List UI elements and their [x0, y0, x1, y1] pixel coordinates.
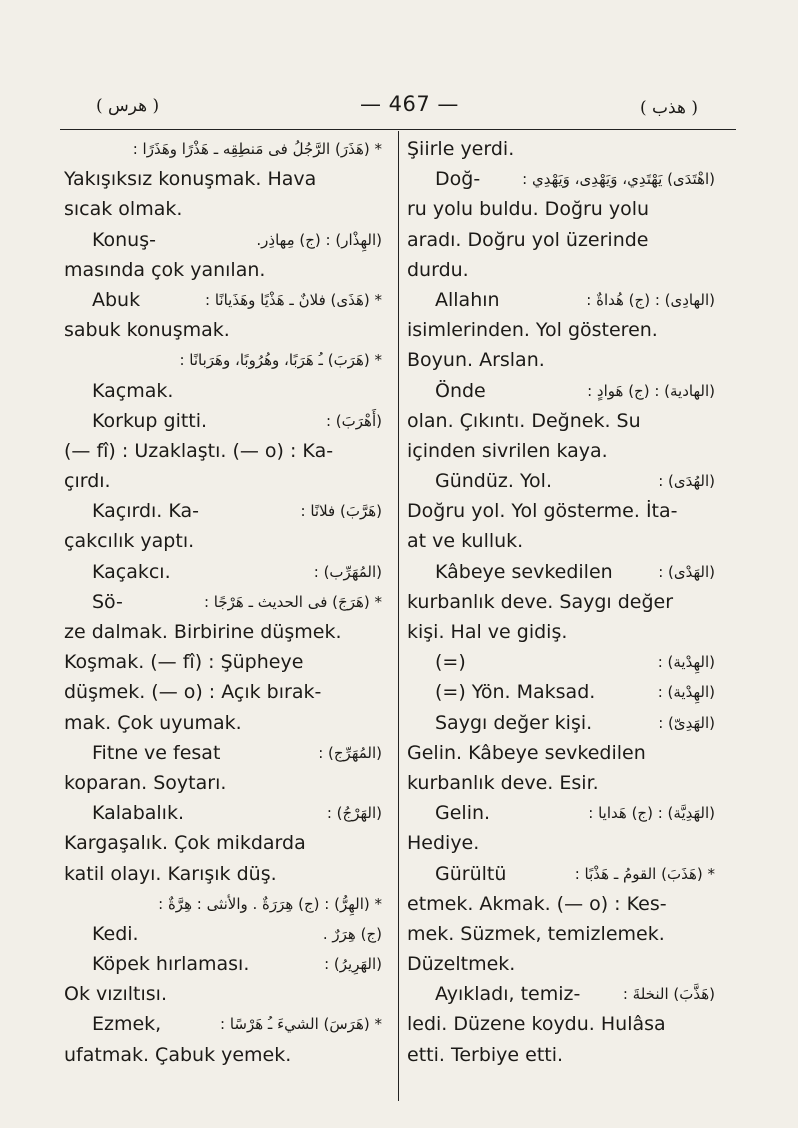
- header-left-entry: ( هرس ): [96, 96, 160, 116]
- entry-text: isimlerinden. Yol gösteren.: [407, 319, 658, 342]
- arabic-headword: (الهادية) : (ج) هَوادٍ :: [587, 381, 715, 400]
- entry-text: Ayıkladı, temiz-: [435, 983, 581, 1006]
- entry-text: Yakışıksız konuşmak. Hava: [64, 168, 317, 191]
- entry-text: Saygı değer kişi.: [435, 711, 593, 734]
- entry-text: Kedi.: [92, 922, 139, 945]
- arabic-headword: * (هَرَبَ) ـُ هَرَبًا، وهُرُوبًا، وهَرَبانًا :: [179, 351, 382, 370]
- entry-text: Hediye.: [407, 832, 480, 855]
- arabic-headword: (الهَرِيرُ) :: [324, 955, 382, 974]
- entry-text: kurbanlık deve. Esir.: [407, 771, 599, 794]
- entry-text: ledi. Düzene koydu. Hulâsa: [407, 1013, 666, 1036]
- entry-line: [64, 798, 382, 828]
- entry-line: [64, 949, 382, 979]
- entry-text: masında çok yanılan.: [64, 258, 266, 281]
- entry-line: [407, 738, 715, 768]
- arabic-headword: * (الهِرُّ) : (ج) هِرَرَةٌ . والأنثى : هِرَّةٌ :: [158, 894, 382, 913]
- entry-text: at ve kulluk.: [407, 530, 524, 553]
- entry-line: [64, 647, 376, 677]
- entry-text: Gürültü: [435, 862, 507, 885]
- entry-line: [64, 164, 376, 194]
- entry-text: içinden sivrilen kaya.: [407, 439, 608, 462]
- entry-text: Doğru yol. Yol gösterme. İta-: [407, 500, 678, 523]
- entry-line: [64, 345, 382, 375]
- entry-text: Gelin. Kâbeye sevkedilen: [407, 741, 646, 764]
- entry-text: Önde: [435, 379, 486, 402]
- entry-text: Ezmek,: [92, 1013, 162, 1036]
- arabic-headword: (الهَدْى) :: [658, 562, 715, 581]
- entry-text: Şiirle yerdi.: [407, 138, 515, 160]
- entry-text: koparan. Soytarı.: [64, 771, 227, 794]
- entry-text: Gündüz. Yol.: [435, 470, 552, 493]
- arabic-headword: * (هَذَبَ) القومُ ـ هَذْبًا :: [574, 864, 715, 883]
- entry-text: (=): [435, 651, 466, 674]
- entry-text: düşmek. (— o) : Açık bırak-: [64, 681, 322, 704]
- arabic-headword: (اهْتَدَى) يَهْتَدِي، وَيَهْدِى، وَيَهْدِي :: [522, 170, 715, 189]
- entry-text: sıcak olmak.: [64, 198, 183, 221]
- entry-line: [407, 194, 715, 224]
- entry-text: aradı. Doğru yol üzerinde: [407, 228, 649, 251]
- entry-line: [407, 496, 715, 526]
- arabic-headword: (هَذَّبَ) النخلةَ :: [622, 985, 715, 1004]
- entry-text: mak. Çok uyumak.: [64, 711, 242, 734]
- entry-text: Sö-: [92, 590, 123, 613]
- page-header: [60, 92, 740, 122]
- entry-line: [64, 315, 376, 345]
- entry-text: kurbanlık deve. Saygı değer: [407, 590, 674, 613]
- entry-line: [407, 859, 715, 889]
- entry-line: [64, 919, 382, 949]
- arabic-headword: (الهادِى) : (ج) هُداةٌ :: [586, 290, 715, 309]
- header-right-entry: ( هذب ): [640, 98, 698, 118]
- entry-line: [407, 677, 715, 707]
- arabic-headword: (المُهَرِّج) :: [318, 743, 382, 762]
- entry-line: [407, 406, 715, 436]
- entry-line: [64, 526, 376, 556]
- entry-line: [64, 587, 382, 617]
- entry-line: [407, 617, 715, 647]
- arabic-headword: (أَهْرَبَ) :: [325, 411, 382, 430]
- entry-text: çırdı.: [64, 470, 111, 493]
- entry-line: [64, 225, 382, 255]
- entry-text: Allahın: [435, 288, 500, 311]
- entry-line: [64, 194, 376, 224]
- header-rule: [60, 129, 736, 130]
- arabic-headword: (الهَدِىّ) :: [658, 713, 715, 732]
- entry-text: (— fî) : Uzaklaştı. (— o) : Ka-: [64, 439, 334, 462]
- entry-text: çakcılık yaptı.: [64, 530, 195, 553]
- entry-line: [407, 134, 715, 164]
- page-number: — 467 —: [360, 92, 459, 116]
- entry-line: [407, 345, 715, 375]
- entry-line: [64, 255, 376, 285]
- entry-line: [407, 436, 715, 466]
- entry-text: etmek. Akmak. (— o) : Kes-: [407, 892, 667, 915]
- entry-line: [407, 255, 715, 285]
- left-column: [64, 134, 382, 1070]
- entry-line: [64, 466, 376, 496]
- arabic-headword: (ج) هِرَرٌ .: [322, 924, 382, 943]
- entry-text: durdu.: [407, 258, 469, 281]
- entry-text: Kâbeye sevkedilen: [435, 560, 613, 583]
- entry-line: [64, 677, 376, 707]
- entry-text: mek. Süzmek, temizlemek.: [407, 922, 665, 945]
- entry-line: [64, 889, 382, 919]
- entry-text: kişi. Hal ve gidiş.: [407, 621, 568, 643]
- entry-line: [64, 436, 376, 466]
- entry-line: [407, 708, 715, 738]
- entry-text: Kargaşalık. Çok mikdarda: [64, 832, 306, 855]
- entry-line: [64, 496, 382, 526]
- entry-line: [64, 828, 376, 858]
- entry-line: [407, 1040, 715, 1070]
- entry-text: Düzeltmek.: [407, 953, 516, 976]
- entry-line: [407, 376, 715, 406]
- arabic-headword: * (هَرَجَ) فى الحديث ـ هَرْجًا :: [203, 592, 382, 611]
- entry-text: Ok vızıltısı.: [64, 983, 167, 1006]
- entry-line: [407, 587, 715, 617]
- arabic-headword: (المُهَرِّب) :: [313, 562, 382, 581]
- column-divider: [398, 131, 399, 1101]
- entry-line: [407, 889, 715, 919]
- entry-text: Köpek hırlaması.: [92, 953, 250, 976]
- entry-text: ufatmak. Çabuk yemek.: [64, 1043, 292, 1066]
- entry-line: [64, 1009, 382, 1039]
- entry-text: Korkup gitti.: [92, 409, 208, 432]
- entry-line: [407, 285, 715, 315]
- arabic-headword: * (هَذَى) فلانٌ ـ هَذْيًا وهَذَيانًا :: [205, 290, 382, 309]
- entry-line: [407, 949, 715, 979]
- arabic-headword: (هَرَّبَ) فلانًا :: [300, 502, 382, 521]
- entry-text: Abuk: [92, 288, 141, 311]
- entry-line: [64, 768, 376, 798]
- arabic-headword: * (هَرَسَ) الشيءَ ـُ هَرْسًا :: [220, 1015, 382, 1034]
- arabic-headword: (الهِذْار) : (ج) مِهاذِر.: [256, 230, 382, 249]
- entry-line: [64, 376, 376, 406]
- entry-line: [407, 466, 715, 496]
- entry-text: Gelin.: [435, 802, 491, 825]
- entry-line: [64, 708, 376, 738]
- entry-text: katil olayı. Karışık düş.: [64, 862, 277, 885]
- entry-text: ze dalmak. Birbirine düşmek.: [64, 621, 342, 643]
- right-column: [407, 134, 715, 1070]
- entry-line: [64, 979, 376, 1009]
- arabic-headword: * (هَذَرَ) الرَّجُلُ فى مَنطِقِه ـ هَذْرًا وهَذَرًا :: [132, 140, 382, 158]
- entry-text: Doğ-: [435, 168, 481, 191]
- entry-text: olan. Çıkıntı. Değnek. Su: [407, 409, 641, 432]
- entry-text: Kaçakcı.: [92, 560, 171, 583]
- entry-line: [407, 1009, 715, 1039]
- arabic-headword: (الهَرْجُ) :: [326, 804, 382, 823]
- entry-line: [407, 315, 715, 345]
- entry-line: [64, 617, 376, 647]
- entry-line: [407, 798, 715, 828]
- entry-line: [64, 406, 382, 436]
- entry-text: Konuş-: [92, 228, 156, 251]
- arabic-headword: (الهِدْية) :: [657, 683, 715, 702]
- arabic-headword: (الهُدَى) :: [658, 472, 715, 491]
- entry-text: Kaçmak.: [92, 379, 174, 402]
- entry-line: [407, 979, 715, 1009]
- entry-line: [407, 647, 715, 677]
- entry-line: [407, 164, 715, 194]
- arabic-headword: (الهِدْية) :: [657, 653, 715, 672]
- entry-line: [407, 225, 715, 255]
- entry-line: [64, 285, 382, 315]
- entry-line: [407, 828, 715, 858]
- entry-line: [407, 557, 715, 587]
- entry-line: [64, 1040, 376, 1070]
- entry-text: Boyun. Arslan.: [407, 349, 545, 372]
- entry-line: [64, 738, 382, 768]
- entry-text: sabuk konuşmak.: [64, 319, 230, 342]
- arabic-headword: (الهَدِيَّة) : (ج) هَدايا :: [588, 804, 715, 823]
- entry-line: [64, 557, 382, 587]
- entry-text: etti. Terbiye etti.: [407, 1043, 564, 1066]
- entry-line: [407, 919, 715, 949]
- entry-text: Kaçırdı. Ka-: [92, 500, 200, 523]
- entry-text: Fitne ve fesat: [92, 741, 221, 764]
- entry-line: [64, 134, 382, 164]
- entry-text: Koşmak. (— fî) : Şüpheye: [64, 651, 304, 674]
- entry-line: [407, 526, 715, 556]
- entry-text: ru yolu buldu. Doğru yolu: [407, 198, 650, 221]
- entry-text: Kalabalık.: [92, 802, 184, 825]
- entry-text: (=) Yön. Maksad.: [435, 681, 596, 704]
- entry-line: [64, 859, 376, 889]
- entry-line: [407, 768, 715, 798]
